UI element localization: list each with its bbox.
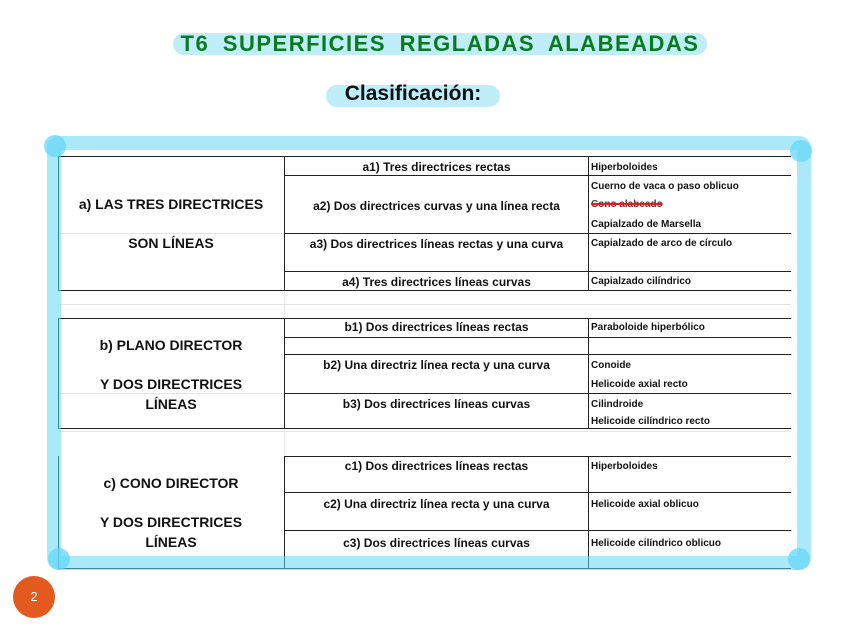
example-text: Cuerno de vaca o paso oblicuo: [591, 181, 739, 192]
example-text: Hiperboloides: [591, 162, 658, 173]
example-text: Conoide: [591, 360, 631, 371]
example-text: Capialzado cilíndrico: [591, 276, 692, 287]
example-text: Helicoide cilíndrico recto: [591, 416, 710, 427]
example-text: Capialzado de arco de círculo: [591, 238, 733, 249]
row-label-a1: a1) Tres directrices rectas: [362, 160, 511, 174]
row-label-c1: c1) Dos directrices líneas rectas: [344, 459, 529, 473]
section-c-heading: LÍNEAS: [145, 534, 197, 550]
section-b-heading: LÍNEAS: [145, 396, 197, 412]
example-text: Helicoide cilíndrico oblicuo: [591, 538, 722, 549]
example-text: Cilindroide: [591, 399, 644, 410]
section-b-heading: Y DOS DIRECTRICES: [99, 376, 243, 392]
example-text: Capialzado de Marsella: [591, 219, 702, 230]
example-text: Helicoide axial recto: [591, 379, 688, 390]
row-label-b2: b2) Una directriz línea recta y una curva: [323, 358, 550, 372]
page-subtitle: Clasificación:: [344, 82, 482, 105]
section-a-heading: SON LÍNEAS: [128, 235, 214, 251]
section-c-heading: Y DOS DIRECTRICES: [99, 514, 243, 530]
highlight-frame-corner: [788, 548, 810, 570]
page-number-badge: 2: [13, 576, 55, 618]
example-text: Helicoide axial oblicuo: [591, 499, 699, 510]
highlight-frame-corner: [48, 548, 70, 570]
row-label-a4: a4) Tres directrices líneas curvas: [342, 275, 531, 289]
page-title: T6 SUPERFICIES REGLADAS ALABEADAS: [180, 31, 700, 56]
row-label-a3: a3) Dos directrices líneas rectas y una curva: [309, 237, 564, 251]
row-label-b3: b3) Dos directrices líneas curvas: [342, 397, 531, 411]
row-label-b1: b1) Dos directrices líneas rectas: [344, 320, 529, 334]
row-label-a2: a2) Dos directrices curvas y una línea recta: [313, 199, 560, 213]
section-c-heading: c) CONO DIRECTOR: [103, 475, 239, 491]
section-a-heading: a) LAS TRES DIRECTRICES: [78, 196, 264, 212]
example-text: Paraboloide hiperbólico: [591, 322, 705, 333]
row-label-c2: c2) Una directriz línea recta y una curva: [323, 497, 550, 511]
highlight-frame: [47, 136, 811, 570]
highlight-frame-corner: [44, 135, 66, 157]
example-text-struck: Cono alabeado: [591, 199, 663, 210]
section-b-heading: b) PLANO DIRECTOR: [99, 337, 243, 353]
row-label-c3: c3) Dos directrices líneas curvas: [343, 536, 530, 550]
example-text: Hiperboloides: [591, 461, 658, 472]
highlight-frame-corner: [790, 140, 812, 162]
